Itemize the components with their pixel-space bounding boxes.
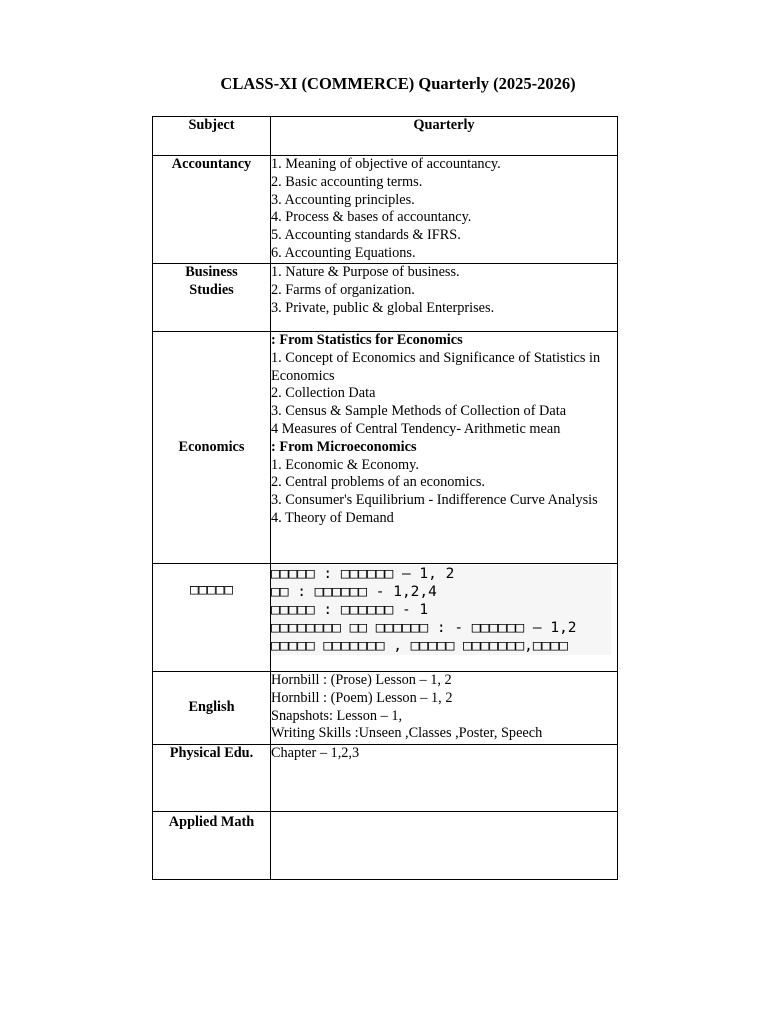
table-row-hindi (153, 564, 618, 672)
topic-item: 5. Accounting standards & IFRS. (271, 227, 461, 244)
topic-item: Writing Skills :Unseen ,Classes ,Poster, Speech (271, 725, 543, 742)
topic-item: Chapter – 1,2,3 (271, 745, 360, 761)
topics-applied-math (271, 812, 618, 880)
topic-item: □□□□□ : □□□□□□ - 1 (271, 601, 611, 619)
section-heading: : From Statistics for Economics (271, 332, 463, 348)
subject-english: English (153, 672, 271, 745)
table-row-economics (153, 332, 618, 564)
topics-hindi (271, 564, 618, 672)
topic-item: 3. Consumer's Equilibrium - Indifference Curve Analysis (271, 492, 598, 509)
topics-english (271, 672, 618, 745)
topic-item: Hornbill : (Prose) Lesson – 1, 2 (271, 672, 452, 688)
topic-item: 4. Process & bases of accountancy. (271, 209, 472, 226)
topic-item: 3. Census & Sample Methods of Collection of Data (271, 403, 567, 420)
topic-item: Hornbill : (Poem) Lesson – 1, 2 (271, 689, 453, 706)
subject-economics: Economics (153, 332, 271, 564)
subject-applied-math: Applied Math (153, 812, 271, 880)
header-subject: Subject (153, 117, 271, 156)
syllabus-table (152, 116, 618, 880)
topics-accountancy (271, 156, 618, 264)
topic-item: 1. Nature & Purpose of business. (271, 264, 460, 280)
table-row-business-studies (153, 264, 618, 332)
table-row-accountancy (153, 156, 618, 264)
subject-hindi: □□□□□ (153, 564, 271, 672)
topic-item: □□□□□ □□□□□□□ , □□□□□ □□□□□□□,□□□□ (271, 637, 611, 655)
table-row-physical-edu (153, 745, 618, 812)
subject-business-studies (153, 264, 271, 332)
topic-item: 2. Farms of organization. (271, 281, 415, 298)
topics-physical-edu (271, 745, 618, 812)
subject-physical-edu: Physical Edu. (153, 745, 271, 812)
table-row-applied-math (153, 812, 618, 880)
table-row-english (153, 672, 618, 745)
topic-item: 4 Measures of Central Tendency- Arithmetic mean (271, 420, 561, 437)
header-quarterly: Quarterly (271, 117, 618, 156)
topic-item: Snapshots: Lesson – 1, (271, 707, 403, 724)
topic-item: 3. Private, public & global Enterprises. (271, 299, 495, 316)
topic-item: □□□□□ : □□□□□□ – 1, 2 (271, 565, 611, 583)
topic-item: 1. Economic & Economy. (271, 456, 419, 473)
topic-item: 3. Accounting principles. (271, 191, 415, 208)
subject-line: Business (185, 264, 238, 280)
topic-item: □□□□□□□□ □□ □□□□□□ : - □□□□□□ – 1,2 (271, 619, 611, 637)
topic-item: 4. Theory of Demand (271, 509, 394, 526)
subject-line: Studies (189, 281, 234, 298)
topic-item: 2. Basic accounting terms. (271, 173, 423, 190)
topics-economics (271, 332, 618, 564)
topic-item: 2. Collection Data (271, 385, 376, 402)
topic-item: 1. Meaning of objective of accountancy. (271, 156, 501, 172)
table-header-row (153, 117, 618, 156)
section-heading: : From Microeconomics (271, 438, 417, 455)
page-title: CLASS-XI (COMMERCE) Quarterly (2025-2026) (220, 74, 576, 93)
topic-item: 6. Accounting Equations. (271, 244, 416, 261)
topic-item: 2. Central problems of an economics. (271, 474, 485, 491)
topic-item: □□ : □□□□□□ - 1,2,4 (271, 583, 611, 601)
topics-business-studies (271, 264, 618, 332)
topic-item: 1. Concept of Economics and Significance of Statistics in Economics (271, 349, 601, 384)
subject-accountancy: Accountancy (153, 156, 271, 264)
